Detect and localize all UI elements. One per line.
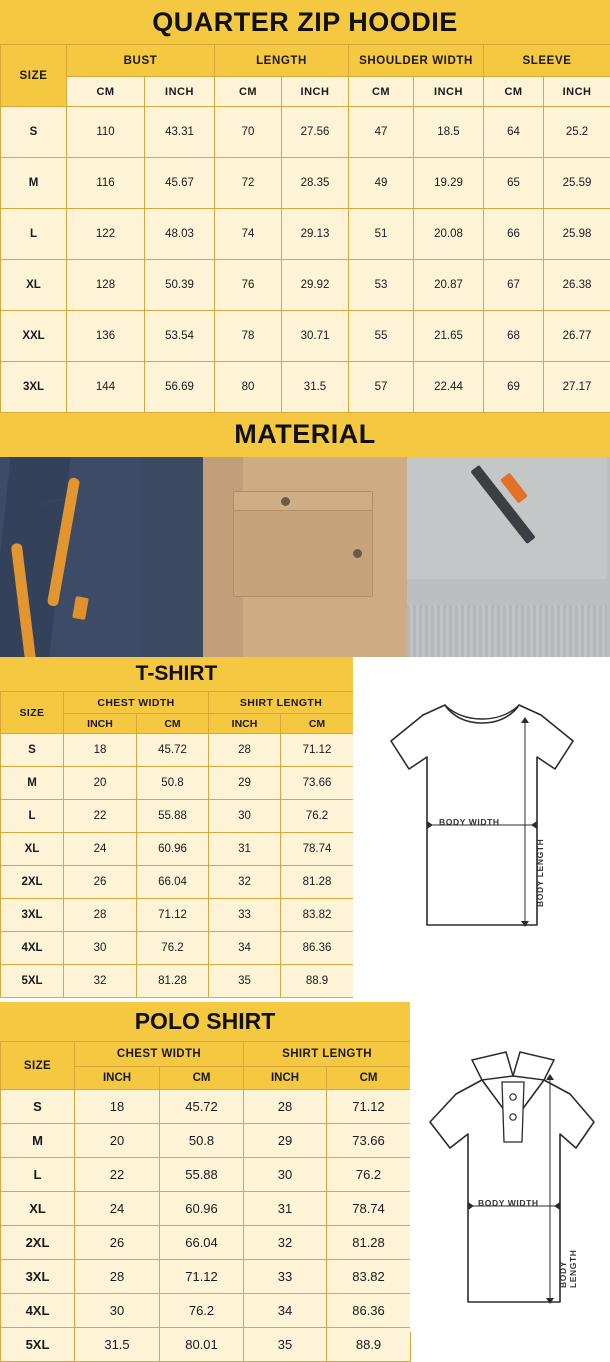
hoodie-cell-sleeve-inch: 26.77 bbox=[544, 311, 610, 362]
tshirt-outline-icon bbox=[353, 657, 610, 1002]
tshirt-cell-chest-cm: 55.88 bbox=[137, 800, 209, 833]
tshirt-cell-length-cm: 83.82 bbox=[281, 899, 354, 932]
polo-cell-chest-cm: 80.01 bbox=[160, 1328, 244, 1362]
polo-cell-length-inch: 33 bbox=[244, 1260, 327, 1294]
tshirt-section bbox=[0, 657, 610, 1002]
hoodie-cell-length-cm: 76 bbox=[215, 260, 282, 311]
polo-diagram bbox=[410, 1002, 610, 1332]
polo-cell-length-cm: 86.36 bbox=[327, 1294, 411, 1328]
hoodie-cell-length-inch: 27.56 bbox=[282, 107, 349, 158]
hoodie-cell-shoulder-inch: 21.65 bbox=[414, 311, 484, 362]
tshirt-header-chest-width: CHEST WIDTH bbox=[64, 692, 209, 714]
tshirt-unit-chest-cm: CM bbox=[137, 714, 209, 734]
hoodie-group-header-row bbox=[1, 45, 610, 77]
polo-cell-chest-inch: 18 bbox=[75, 1090, 160, 1124]
hoodie-cell-size: XXL bbox=[1, 311, 67, 362]
hoodie-cell-length-inch: 29.13 bbox=[282, 209, 349, 260]
tshirt-cell-chest-inch: 28 bbox=[64, 899, 137, 932]
table-row bbox=[1, 1158, 411, 1192]
tshirt-cell-chest-cm: 81.28 bbox=[137, 965, 209, 998]
hoodie-cell-length-cm: 78 bbox=[215, 311, 282, 362]
hoodie-cell-sleeve-inch: 25.98 bbox=[544, 209, 610, 260]
ribbed-hem bbox=[407, 605, 607, 657]
polo-body-width-label: BODY WIDTH bbox=[478, 1198, 539, 1208]
tshirt-unit-chest-inch: INCH bbox=[64, 714, 137, 734]
hoodie-cell-bust-cm: 116 bbox=[67, 158, 145, 209]
polo-cell-size: 3XL bbox=[1, 1260, 75, 1294]
hoodie-unit-bust-cm: CM bbox=[67, 77, 145, 107]
tshirt-cell-chest-inch: 22 bbox=[64, 800, 137, 833]
polo-header-chest-width: CHEST WIDTH bbox=[75, 1042, 244, 1067]
hoodie-unit-sleeve-cm: CM bbox=[484, 77, 544, 107]
table-row bbox=[1, 362, 610, 413]
tshirt-table-column bbox=[0, 657, 353, 1002]
hoodie-section-title: QUARTER ZIP HOODIE bbox=[0, 0, 610, 44]
polo-cell-length-inch: 35 bbox=[244, 1328, 327, 1362]
polo-cell-chest-inch: 24 bbox=[75, 1192, 160, 1226]
hoodie-cell-bust-cm: 122 bbox=[67, 209, 145, 260]
tshirt-header-shirt-length: SHIRT LENGTH bbox=[209, 692, 354, 714]
polo-cell-chest-inch: 26 bbox=[75, 1226, 160, 1260]
hoodie-cell-shoulder-inch: 19.29 bbox=[414, 158, 484, 209]
tshirt-cell-length-cm: 78.74 bbox=[281, 833, 354, 866]
tshirt-body-length-label: BODY LENGTH bbox=[535, 839, 545, 907]
tshirt-cell-length-inch: 28 bbox=[209, 734, 281, 767]
hoodie-cell-length-cm: 80 bbox=[215, 362, 282, 413]
polo-cell-size: S bbox=[1, 1090, 75, 1124]
tshirt-cell-chest-cm: 60.96 bbox=[137, 833, 209, 866]
polo-group-header-row bbox=[1, 1042, 411, 1067]
hoodie-cell-shoulder-cm: 55 bbox=[349, 311, 414, 362]
polo-cell-chest-inch: 28 bbox=[75, 1260, 160, 1294]
tshirt-cell-length-cm: 71.12 bbox=[281, 734, 354, 767]
polo-unit-chest-inch: INCH bbox=[75, 1067, 160, 1090]
hoodie-cell-sleeve-cm: 69 bbox=[484, 362, 544, 413]
table-row bbox=[1, 209, 610, 260]
tshirt-cell-chest-inch: 32 bbox=[64, 965, 137, 998]
hoodie-cell-sleeve-cm: 68 bbox=[484, 311, 544, 362]
tshirt-cell-length-inch: 34 bbox=[209, 932, 281, 965]
tshirt-cell-length-inch: 33 bbox=[209, 899, 281, 932]
hoodie-header-sleeve: SLEEVE bbox=[484, 45, 610, 77]
hoodie-cell-shoulder-inch: 22.44 bbox=[414, 362, 484, 413]
polo-cell-chest-cm: 71.12 bbox=[160, 1260, 244, 1294]
tshirt-cell-chest-inch: 26 bbox=[64, 866, 137, 899]
polo-cell-size: XL bbox=[1, 1192, 75, 1226]
hoodie-cell-length-cm: 70 bbox=[215, 107, 282, 158]
hoodie-cell-bust-cm: 128 bbox=[67, 260, 145, 311]
polo-cell-length-inch: 29 bbox=[244, 1124, 327, 1158]
polo-header-shirt-length: SHIRT LENGTH bbox=[244, 1042, 411, 1067]
polo-cell-size: M bbox=[1, 1124, 75, 1158]
tshirt-cell-size: S bbox=[1, 734, 64, 767]
hoodie-cell-shoulder-cm: 51 bbox=[349, 209, 414, 260]
hoodie-cell-size: M bbox=[1, 158, 67, 209]
table-row bbox=[1, 1226, 411, 1260]
polo-cell-length-cm: 73.66 bbox=[327, 1124, 411, 1158]
tshirt-cell-length-cm: 81.28 bbox=[281, 866, 354, 899]
hoodie-header-length: LENGTH bbox=[215, 45, 349, 77]
hoodie-cell-bust-inch: 43.31 bbox=[145, 107, 215, 158]
tshirt-cell-chest-inch: 20 bbox=[64, 767, 137, 800]
hoodie-cell-sleeve-inch: 27.17 bbox=[544, 362, 610, 413]
tshirt-size-table bbox=[0, 691, 354, 998]
hoodie-cell-sleeve-inch: 25.59 bbox=[544, 158, 610, 209]
polo-cell-length-inch: 31 bbox=[244, 1192, 327, 1226]
tshirt-group-header-row bbox=[1, 692, 354, 714]
polo-cell-chest-cm: 66.04 bbox=[160, 1226, 244, 1260]
grey-pen-pocket-photo bbox=[407, 457, 610, 657]
hoodie-cell-sleeve-cm: 65 bbox=[484, 158, 544, 209]
table-row bbox=[1, 1090, 411, 1124]
tshirt-cell-length-cm: 76.2 bbox=[281, 800, 354, 833]
table-row bbox=[1, 932, 354, 965]
khaki-pocket-photo bbox=[203, 457, 406, 657]
hoodie-cell-sleeve-cm: 66 bbox=[484, 209, 544, 260]
polo-cell-size: 5XL bbox=[1, 1328, 75, 1362]
hoodie-unit-shoulder-inch: INCH bbox=[414, 77, 484, 107]
tshirt-cell-size: 3XL bbox=[1, 899, 64, 932]
table-row bbox=[1, 158, 610, 209]
table-row bbox=[1, 833, 354, 866]
hoodie-cell-sleeve-inch: 26.38 bbox=[544, 260, 610, 311]
table-row bbox=[1, 1260, 411, 1294]
table-row bbox=[1, 767, 354, 800]
polo-cell-size: L bbox=[1, 1158, 75, 1192]
table-row bbox=[1, 260, 610, 311]
hoodie-size-table bbox=[0, 44, 610, 413]
polo-cell-length-inch: 32 bbox=[244, 1226, 327, 1260]
hoodie-cell-length-inch: 29.92 bbox=[282, 260, 349, 311]
hoodie-cell-shoulder-cm: 57 bbox=[349, 362, 414, 413]
hoodie-header-shoulder-width: SHOULDER WIDTH bbox=[349, 45, 484, 77]
tshirt-cell-length-inch: 35 bbox=[209, 965, 281, 998]
hoodie-unit-length-cm: CM bbox=[215, 77, 282, 107]
polo-outline-icon bbox=[410, 1002, 610, 1332]
hoodie-cell-shoulder-cm: 47 bbox=[349, 107, 414, 158]
polo-body-length-label: BODY LENGTH bbox=[558, 1236, 578, 1288]
tshirt-cell-chest-cm: 45.72 bbox=[137, 734, 209, 767]
hoodie-cell-shoulder-inch: 18.5 bbox=[414, 107, 484, 158]
polo-cell-chest-inch: 20 bbox=[75, 1124, 160, 1158]
polo-unit-length-inch: INCH bbox=[244, 1067, 327, 1090]
khaki-pocket-flap bbox=[233, 491, 373, 511]
hoodie-cell-bust-inch: 50.39 bbox=[145, 260, 215, 311]
hoodie-cell-length-inch: 30.71 bbox=[282, 311, 349, 362]
polo-unit-chest-cm: CM bbox=[160, 1067, 244, 1090]
polo-header-size: SIZE bbox=[1, 1042, 75, 1090]
hoodie-cell-shoulder-inch: 20.87 bbox=[414, 260, 484, 311]
khaki-pocket bbox=[233, 505, 373, 597]
table-row bbox=[1, 899, 354, 932]
polo-section-title: POLO SHIRT bbox=[0, 1002, 410, 1041]
polo-cell-chest-cm: 60.96 bbox=[160, 1192, 244, 1226]
table-row bbox=[1, 866, 354, 899]
hoodie-unit-sleeve-inch: INCH bbox=[544, 77, 610, 107]
table-row bbox=[1, 965, 354, 998]
tshirt-unit-length-inch: INCH bbox=[209, 714, 281, 734]
tshirt-cell-length-cm: 73.66 bbox=[281, 767, 354, 800]
polo-cell-length-cm: 78.74 bbox=[327, 1192, 411, 1226]
tshirt-cell-length-cm: 88.9 bbox=[281, 965, 354, 998]
polo-diagram-column bbox=[410, 1002, 610, 1332]
polo-cell-length-cm: 83.82 bbox=[327, 1260, 411, 1294]
hoodie-cell-shoulder-cm: 53 bbox=[349, 260, 414, 311]
hoodie-unit-header-row bbox=[1, 77, 610, 107]
tshirt-cell-size: 4XL bbox=[1, 932, 64, 965]
material-section-title: MATERIAL bbox=[0, 413, 610, 457]
tshirt-cell-size: 2XL bbox=[1, 866, 64, 899]
polo-cell-chest-inch: 30 bbox=[75, 1294, 160, 1328]
table-row bbox=[1, 311, 610, 362]
hoodie-cell-length-inch: 31.5 bbox=[282, 362, 349, 413]
polo-cell-length-cm: 76.2 bbox=[327, 1158, 411, 1192]
polo-cell-size: 2XL bbox=[1, 1226, 75, 1260]
tshirt-diagram bbox=[353, 657, 610, 1002]
tshirt-cell-length-cm: 86.36 bbox=[281, 932, 354, 965]
hoodie-cell-size: XL bbox=[1, 260, 67, 311]
tshirt-unit-length-cm: CM bbox=[281, 714, 354, 734]
hoodie-cell-length-cm: 72 bbox=[215, 158, 282, 209]
hoodie-header-size: SIZE bbox=[1, 45, 67, 107]
tshirt-cell-chest-inch: 24 bbox=[64, 833, 137, 866]
table-row bbox=[1, 107, 610, 158]
tshirt-cell-size: 5XL bbox=[1, 965, 64, 998]
table-row bbox=[1, 1124, 411, 1158]
tshirt-cell-length-inch: 32 bbox=[209, 866, 281, 899]
table-row bbox=[1, 1328, 411, 1362]
hoodie-cell-sleeve-cm: 67 bbox=[484, 260, 544, 311]
hoodie-cell-bust-inch: 48.03 bbox=[145, 209, 215, 260]
hoodie-cell-bust-inch: 45.67 bbox=[145, 158, 215, 209]
hoodie-unit-length-inch: INCH bbox=[282, 77, 349, 107]
tshirt-cell-chest-cm: 66.04 bbox=[137, 866, 209, 899]
hoodie-unit-bust-inch: INCH bbox=[145, 77, 215, 107]
navy-drawcord-photo bbox=[0, 457, 203, 657]
polo-section bbox=[0, 1002, 610, 1362]
hoodie-cell-sleeve-cm: 64 bbox=[484, 107, 544, 158]
tshirt-header-size: SIZE bbox=[1, 692, 64, 734]
hoodie-cell-shoulder-inch: 20.08 bbox=[414, 209, 484, 260]
tshirt-cell-length-inch: 30 bbox=[209, 800, 281, 833]
tshirt-cell-length-inch: 31 bbox=[209, 833, 281, 866]
hoodie-cell-bust-cm: 110 bbox=[67, 107, 145, 158]
hoodie-cell-size: L bbox=[1, 209, 67, 260]
table-row bbox=[1, 1294, 411, 1328]
polo-cell-chest-cm: 50.8 bbox=[160, 1124, 244, 1158]
tshirt-section-title: T-SHIRT bbox=[0, 657, 353, 691]
polo-cell-length-cm: 88.9 bbox=[327, 1328, 411, 1362]
polo-cell-size: 4XL bbox=[1, 1294, 75, 1328]
tshirt-diagram-column bbox=[353, 657, 610, 1002]
hoodie-cell-bust-cm: 136 bbox=[67, 311, 145, 362]
tshirt-cell-chest-cm: 76.2 bbox=[137, 932, 209, 965]
hoodie-cell-length-cm: 74 bbox=[215, 209, 282, 260]
polo-size-table bbox=[0, 1041, 411, 1362]
polo-cell-length-inch: 30 bbox=[244, 1158, 327, 1192]
polo-cell-chest-inch: 31.5 bbox=[75, 1328, 160, 1362]
table-row bbox=[1, 734, 354, 767]
polo-cell-chest-inch: 22 bbox=[75, 1158, 160, 1192]
hoodie-cell-bust-inch: 56.69 bbox=[145, 362, 215, 413]
tshirt-cell-size: L bbox=[1, 800, 64, 833]
polo-unit-length-cm: CM bbox=[327, 1067, 411, 1090]
polo-cell-length-inch: 34 bbox=[244, 1294, 327, 1328]
tshirt-cell-size: XL bbox=[1, 833, 64, 866]
polo-cell-length-cm: 81.28 bbox=[327, 1226, 411, 1260]
hoodie-cell-size: S bbox=[1, 107, 67, 158]
tshirt-cell-chest-inch: 18 bbox=[64, 734, 137, 767]
hoodie-unit-shoulder-cm: CM bbox=[349, 77, 414, 107]
polo-cell-chest-cm: 55.88 bbox=[160, 1158, 244, 1192]
tshirt-cell-size: M bbox=[1, 767, 64, 800]
hoodie-cell-length-inch: 28.35 bbox=[282, 158, 349, 209]
hoodie-cell-shoulder-cm: 49 bbox=[349, 158, 414, 209]
tshirt-cell-length-inch: 29 bbox=[209, 767, 281, 800]
tshirt-cell-chest-inch: 30 bbox=[64, 932, 137, 965]
hoodie-cell-bust-inch: 53.54 bbox=[145, 311, 215, 362]
polo-cell-length-inch: 28 bbox=[244, 1090, 327, 1124]
table-row bbox=[1, 800, 354, 833]
polo-cell-length-cm: 71.12 bbox=[327, 1090, 411, 1124]
polo-cell-chest-cm: 45.72 bbox=[160, 1090, 244, 1124]
hoodie-cell-sleeve-inch: 25.2 bbox=[544, 107, 610, 158]
tshirt-cell-chest-cm: 71.12 bbox=[137, 899, 209, 932]
polo-cell-chest-cm: 76.2 bbox=[160, 1294, 244, 1328]
hoodie-cell-bust-cm: 144 bbox=[67, 362, 145, 413]
tshirt-body-width-label: BODY WIDTH bbox=[439, 817, 500, 827]
polo-table-column bbox=[0, 1002, 410, 1362]
hoodie-header-bust: BUST bbox=[67, 45, 215, 77]
material-photo-row bbox=[0, 457, 610, 657]
tshirt-cell-chest-cm: 50.8 bbox=[137, 767, 209, 800]
hoodie-cell-size: 3XL bbox=[1, 362, 67, 413]
table-row bbox=[1, 1192, 411, 1226]
